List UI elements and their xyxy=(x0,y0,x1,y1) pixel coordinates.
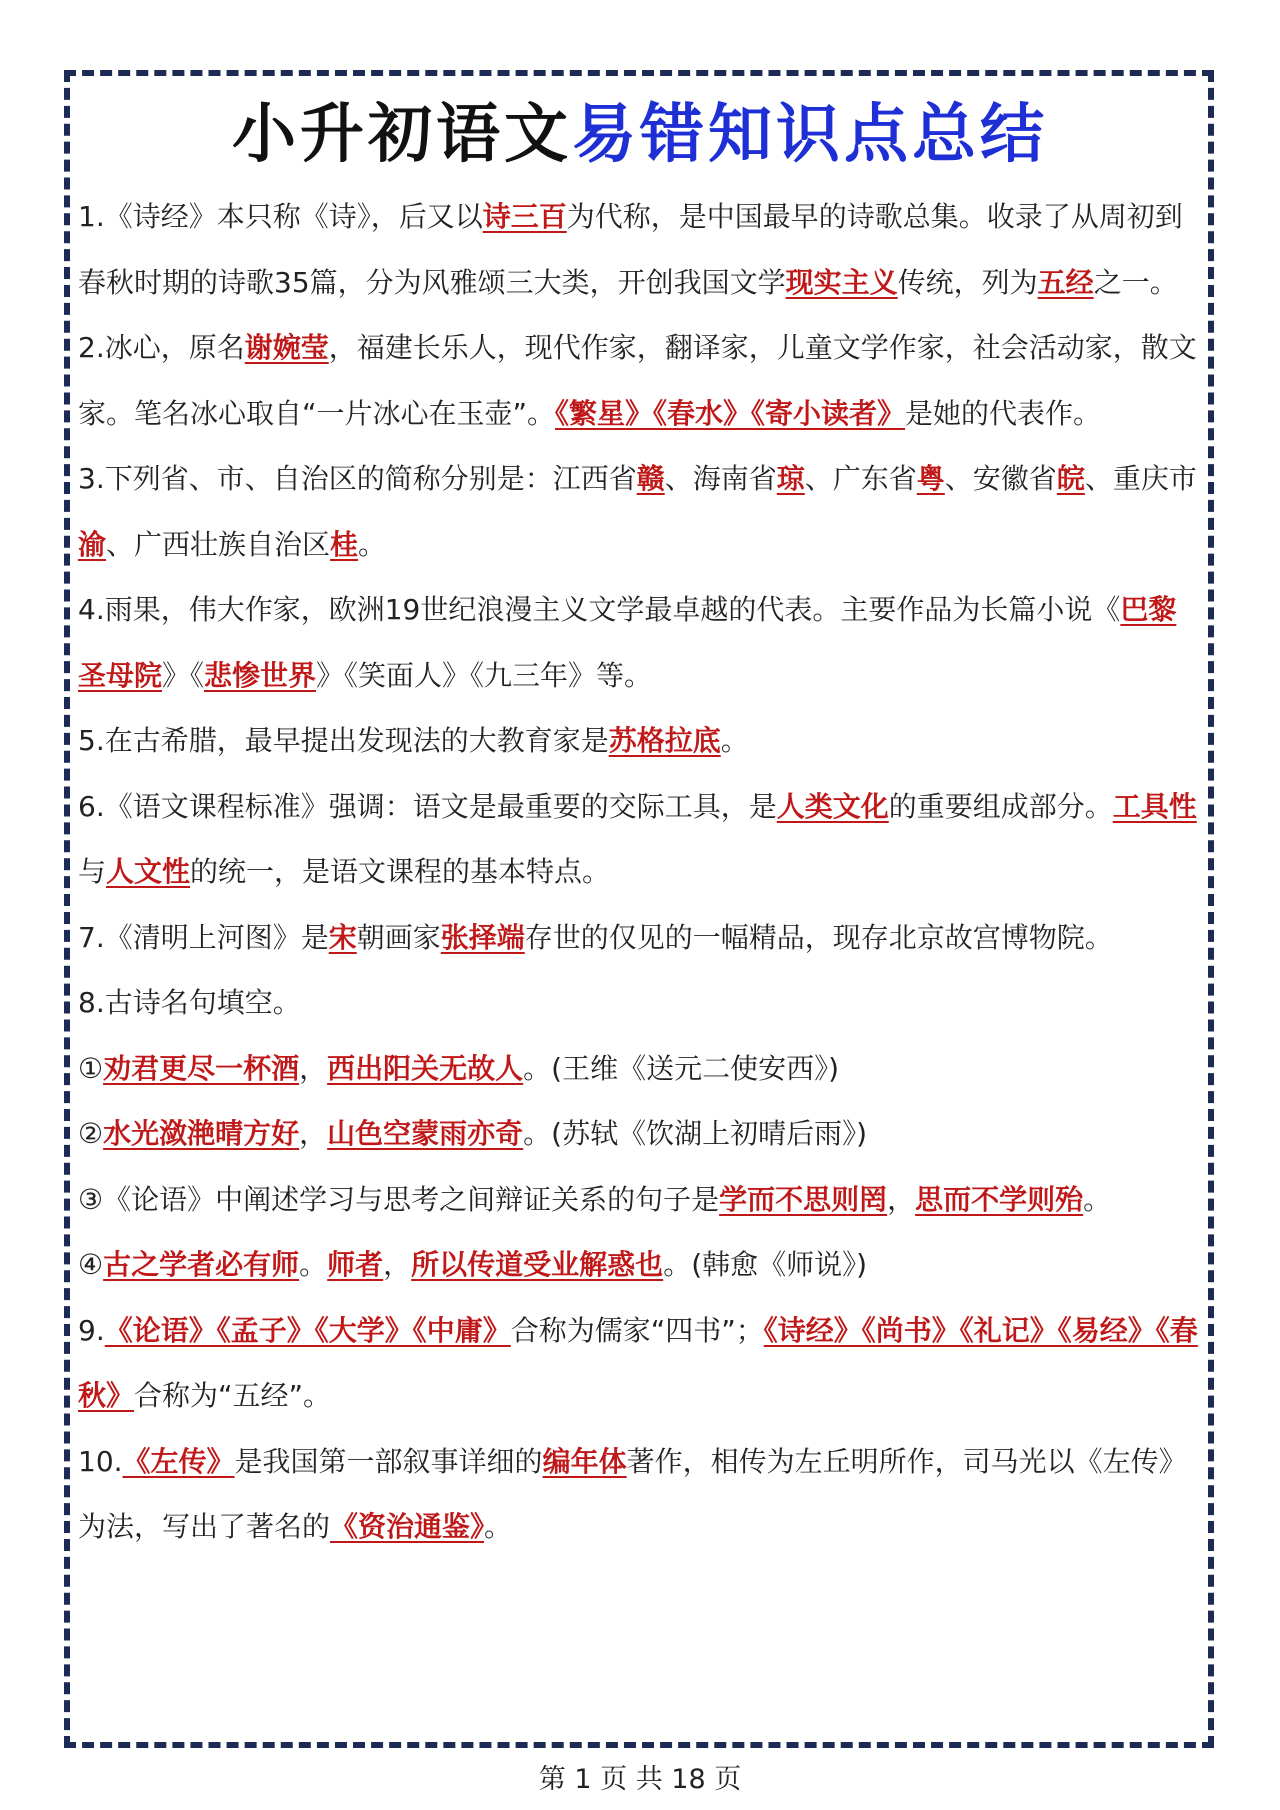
text-segment: 2.冰心，原名 xyxy=(78,331,245,364)
answer-highlight: 五经 xyxy=(1037,265,1094,299)
answer-highlight: 悲惨世界 xyxy=(204,658,317,692)
answer-highlight: 编年体 xyxy=(542,1444,627,1478)
text-segment: 、广东省 xyxy=(804,462,917,495)
answer-highlight: 人文性 xyxy=(106,855,191,888)
text-segment: 。 xyxy=(358,527,387,561)
answer-highlight: 山色空蒙雨亦奇 xyxy=(327,1117,524,1150)
text-segment: 传统，列为 xyxy=(897,265,1038,299)
text-segment: 7.《清明上河图》是 xyxy=(78,920,329,954)
text-segment: 3.下列省、市、自治区的简称分别是：江西省 xyxy=(78,462,637,495)
answer-highlight: 所以传道受业解惑也 xyxy=(411,1248,664,1281)
text-segment: 是她的代表作。 xyxy=(905,396,1102,430)
answer-highlight: 谢婉莹 xyxy=(244,331,329,364)
answer-highlight: 现实主义 xyxy=(785,265,898,299)
text-segment: ① xyxy=(78,1051,104,1085)
knowledge-points-list xyxy=(78,184,1200,1560)
knowledge-point-8d xyxy=(78,1232,1200,1298)
answer-highlight: 《诗经》《尚书》《礼记》《易经》《春秋》 xyxy=(78,1313,1198,1412)
text-segment: 10. xyxy=(78,1444,123,1478)
knowledge-point-7 xyxy=(78,905,1200,971)
text-segment: 1.《诗经》本只称《诗》，后又以 xyxy=(78,200,483,233)
answer-highlight: 张择端 xyxy=(440,920,525,954)
answer-highlight: 赣 xyxy=(636,462,665,495)
text-segment: 8.古诗名句填空。 xyxy=(78,986,301,1019)
text-segment: 》《 xyxy=(162,658,205,692)
knowledge-point-8b xyxy=(78,1101,1200,1167)
answer-highlight: 劝君更尽一杯酒 xyxy=(103,1051,300,1085)
text-segment: ， xyxy=(299,1117,328,1150)
text-segment: 之一。 xyxy=(1093,265,1178,299)
text-segment: 。(苏轼《饮湖上初晴后雨》) xyxy=(523,1117,868,1150)
knowledge-point-8 xyxy=(78,970,1200,1036)
text-segment: 5.在古希腊，最早提出发现法的大教育家是 xyxy=(78,724,609,757)
text-segment: ， xyxy=(299,1051,328,1085)
text-segment: 、广西壮族自治区 xyxy=(106,527,331,561)
knowledge-point-6 xyxy=(78,774,1200,905)
text-segment: 是我国第一部叙事详细的 xyxy=(234,1444,543,1478)
text-segment: 4.雨果，伟大作家，欧洲19世纪浪漫主义文学最卓越的代表。主要作品为长篇小说《 xyxy=(78,593,1121,626)
text-segment: 的统一，是语文课程的基本特点。 xyxy=(190,855,611,888)
text-segment: 。(王维《送元二使安西》) xyxy=(523,1051,840,1085)
text-segment: 6.《语文课程标准》强调：语文是最重要的交际工具，是 xyxy=(78,789,777,823)
text-segment: 的重要组成部分。 xyxy=(888,789,1113,823)
answer-highlight: 桂 xyxy=(330,527,359,561)
answer-highlight: 西出阳关无故人 xyxy=(327,1051,524,1085)
answer-highlight: 古之学者必有师 xyxy=(103,1248,300,1281)
answer-highlight: 《资治通鉴》 xyxy=(330,1510,485,1543)
answer-highlight: 工具性 xyxy=(1112,789,1197,823)
text-segment: 。 xyxy=(299,1248,328,1281)
answer-highlight: 《繁星》《春水》《寄小读者》 xyxy=(555,396,906,430)
answer-highlight: 思而不学则殆 xyxy=(915,1182,1084,1216)
text-segment: 》《笑面人》《九三年》等。 xyxy=(316,658,653,692)
answer-highlight: 琼 xyxy=(776,462,805,495)
page-number: 第 1 页 共 18 页 xyxy=(538,1764,742,1795)
text-segment: 、安徽省 xyxy=(944,462,1057,495)
knowledge-point-2 xyxy=(78,315,1200,446)
answer-highlight: 《论语》《孟子》《大学》《中庸》 xyxy=(104,1313,511,1347)
knowledge-point-10 xyxy=(78,1429,1200,1560)
knowledge-point-4 xyxy=(78,577,1200,708)
text-segment: ， xyxy=(383,1248,412,1281)
title-part-black: 小升初语文 xyxy=(232,98,572,172)
title-part-blue: 易错知识点总结 xyxy=(572,98,1048,172)
text-segment: ，福建长乐人，现代作家，翻译家，儿童文学作家，社会活动家，散文家。笔名冰心取自“一片冰心在玉壶”。 xyxy=(78,331,1197,430)
text-segment: ③《论语》中阐述学习与思考之间辩证关系的句子是 xyxy=(78,1182,720,1216)
answer-highlight: 宋 xyxy=(328,920,357,954)
answer-highlight: 皖 xyxy=(1056,462,1085,495)
text-segment: 著作，相传为左丘明所作，司马光以《左传》为法，写出了著名的 xyxy=(78,1444,1187,1543)
text-segment: 与 xyxy=(78,855,107,888)
answer-highlight: 《左传》 xyxy=(122,1444,235,1478)
text-segment: 合称为“五经”。 xyxy=(134,1379,332,1412)
text-segment: 朝画家 xyxy=(356,920,441,954)
knowledge-point-9 xyxy=(78,1298,1200,1429)
answer-highlight: 学而不思则罔 xyxy=(719,1182,888,1216)
text-segment: 。 xyxy=(1083,1182,1112,1216)
knowledge-point-8a xyxy=(78,1036,1200,1102)
text-segment: ② xyxy=(78,1117,104,1150)
knowledge-point-1 xyxy=(78,184,1200,315)
knowledge-point-3 xyxy=(78,446,1200,577)
answer-highlight: 苏格拉底 xyxy=(608,724,721,757)
text-segment: 合称为儒家“四书”； xyxy=(510,1313,764,1347)
text-segment: 、重庆市 xyxy=(1084,462,1197,495)
page-title xyxy=(0,92,1280,178)
knowledge-point-5 xyxy=(78,708,1200,774)
answer-highlight: 人类文化 xyxy=(776,789,889,823)
answer-highlight: 巴黎圣母院 xyxy=(78,593,1177,692)
text-segment: ④ xyxy=(78,1248,104,1281)
answer-highlight: 诗三百 xyxy=(482,200,567,233)
text-segment: 、海南省 xyxy=(664,462,777,495)
text-segment: 。 xyxy=(720,724,749,757)
text-segment: 。(韩愈《师说》) xyxy=(663,1248,868,1281)
knowledge-point-8c xyxy=(78,1167,1200,1233)
text-segment: 9. xyxy=(78,1313,105,1347)
answer-highlight: 渝 xyxy=(78,527,107,561)
text-segment: 。 xyxy=(484,1510,513,1543)
text-segment: 为代称，是中国最早的诗歌总集。收录了从周初到春秋时期的诗歌35篇，分为风雅颂三大类，开创我国文学 xyxy=(78,200,1183,299)
text-segment: 存世的仅见的一幅精品，现存北京故宫博物院。 xyxy=(524,920,1113,954)
text-segment: ， xyxy=(887,1182,916,1216)
answer-highlight: 粤 xyxy=(916,462,945,495)
answer-highlight: 水光潋滟晴方好 xyxy=(103,1117,300,1150)
answer-highlight: 师者 xyxy=(327,1248,384,1281)
